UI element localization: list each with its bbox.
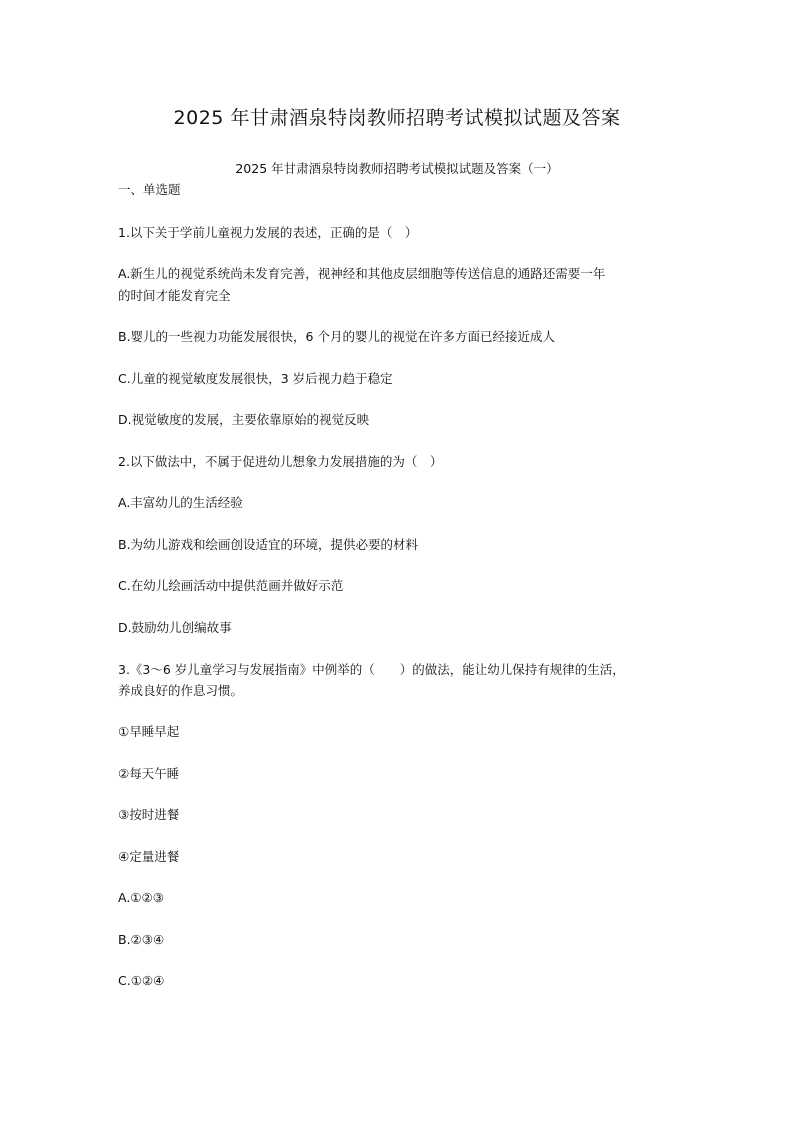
question-3-item-3: ③按时进餐 (118, 807, 180, 822)
question-3-option-b: B.②③④ (118, 932, 165, 947)
question-3-item-2: ②每天午睡 (118, 766, 180, 781)
question-2-option-c: C.在幼儿绘画活动中提供范画并做好示范 (118, 578, 344, 593)
section-heading-single-choice: 一、单选题 (118, 182, 181, 197)
exam-set-title: 2025 年甘肃酒泉特岗教师招聘考试模拟试题及答案（一） (235, 161, 559, 176)
question-1-stem: 1.以下关于学前儿童视力发展的表述，正确的是（ ） (118, 225, 418, 240)
document-title: 2025 年甘肃酒泉特岗教师招聘考试模拟试题及答案 (173, 107, 621, 129)
question-3-option-c: C.①②④ (118, 973, 165, 988)
question-2-stem: 2.以下做法中，不属于促进幼儿想象力发展措施的为（ ） (118, 454, 443, 469)
question-3-stem: 3.《3～6 岁儿童学习与发展指南》中例举的（ ）的做法，能让幼儿保持有规律的生活， (118, 662, 625, 677)
question-2-option-b: B.为幼儿游戏和绘画创设适宜的环境，提供必要的材料 (118, 537, 419, 552)
question-3-item-4: ④定量进餐 (118, 849, 180, 864)
question-1-option-c: C.儿童的视觉敏度发展很快，3 岁后视力趋于稳定 (118, 371, 393, 386)
question-1-option-d: D.视觉敏度的发展，主要依靠原始的视觉反映 (118, 412, 370, 427)
question-3-option-a: A.①②③ (118, 890, 164, 905)
question-1-option-a: A.新生儿的视觉系统尚未发育完善，视神经和其他皮层细胞等传送信息的通路还需要一年 (118, 266, 606, 281)
question-1-option-b: B.婴儿的一些视力功能发展很快，6 个月的婴儿的视觉在许多方面已经接近成人 (118, 329, 555, 344)
question-2-option-d: D.鼓励幼儿创编故事 (118, 620, 232, 635)
question-3-item-1: ①早睡早起 (118, 724, 180, 739)
question-1-option-a-continued: 的时间才能发育完全 (118, 288, 231, 303)
question-2-option-a: A.丰富幼儿的生活经验 (118, 495, 243, 510)
question-3-stem-continued: 养成良好的作息习惯。 (118, 683, 244, 698)
